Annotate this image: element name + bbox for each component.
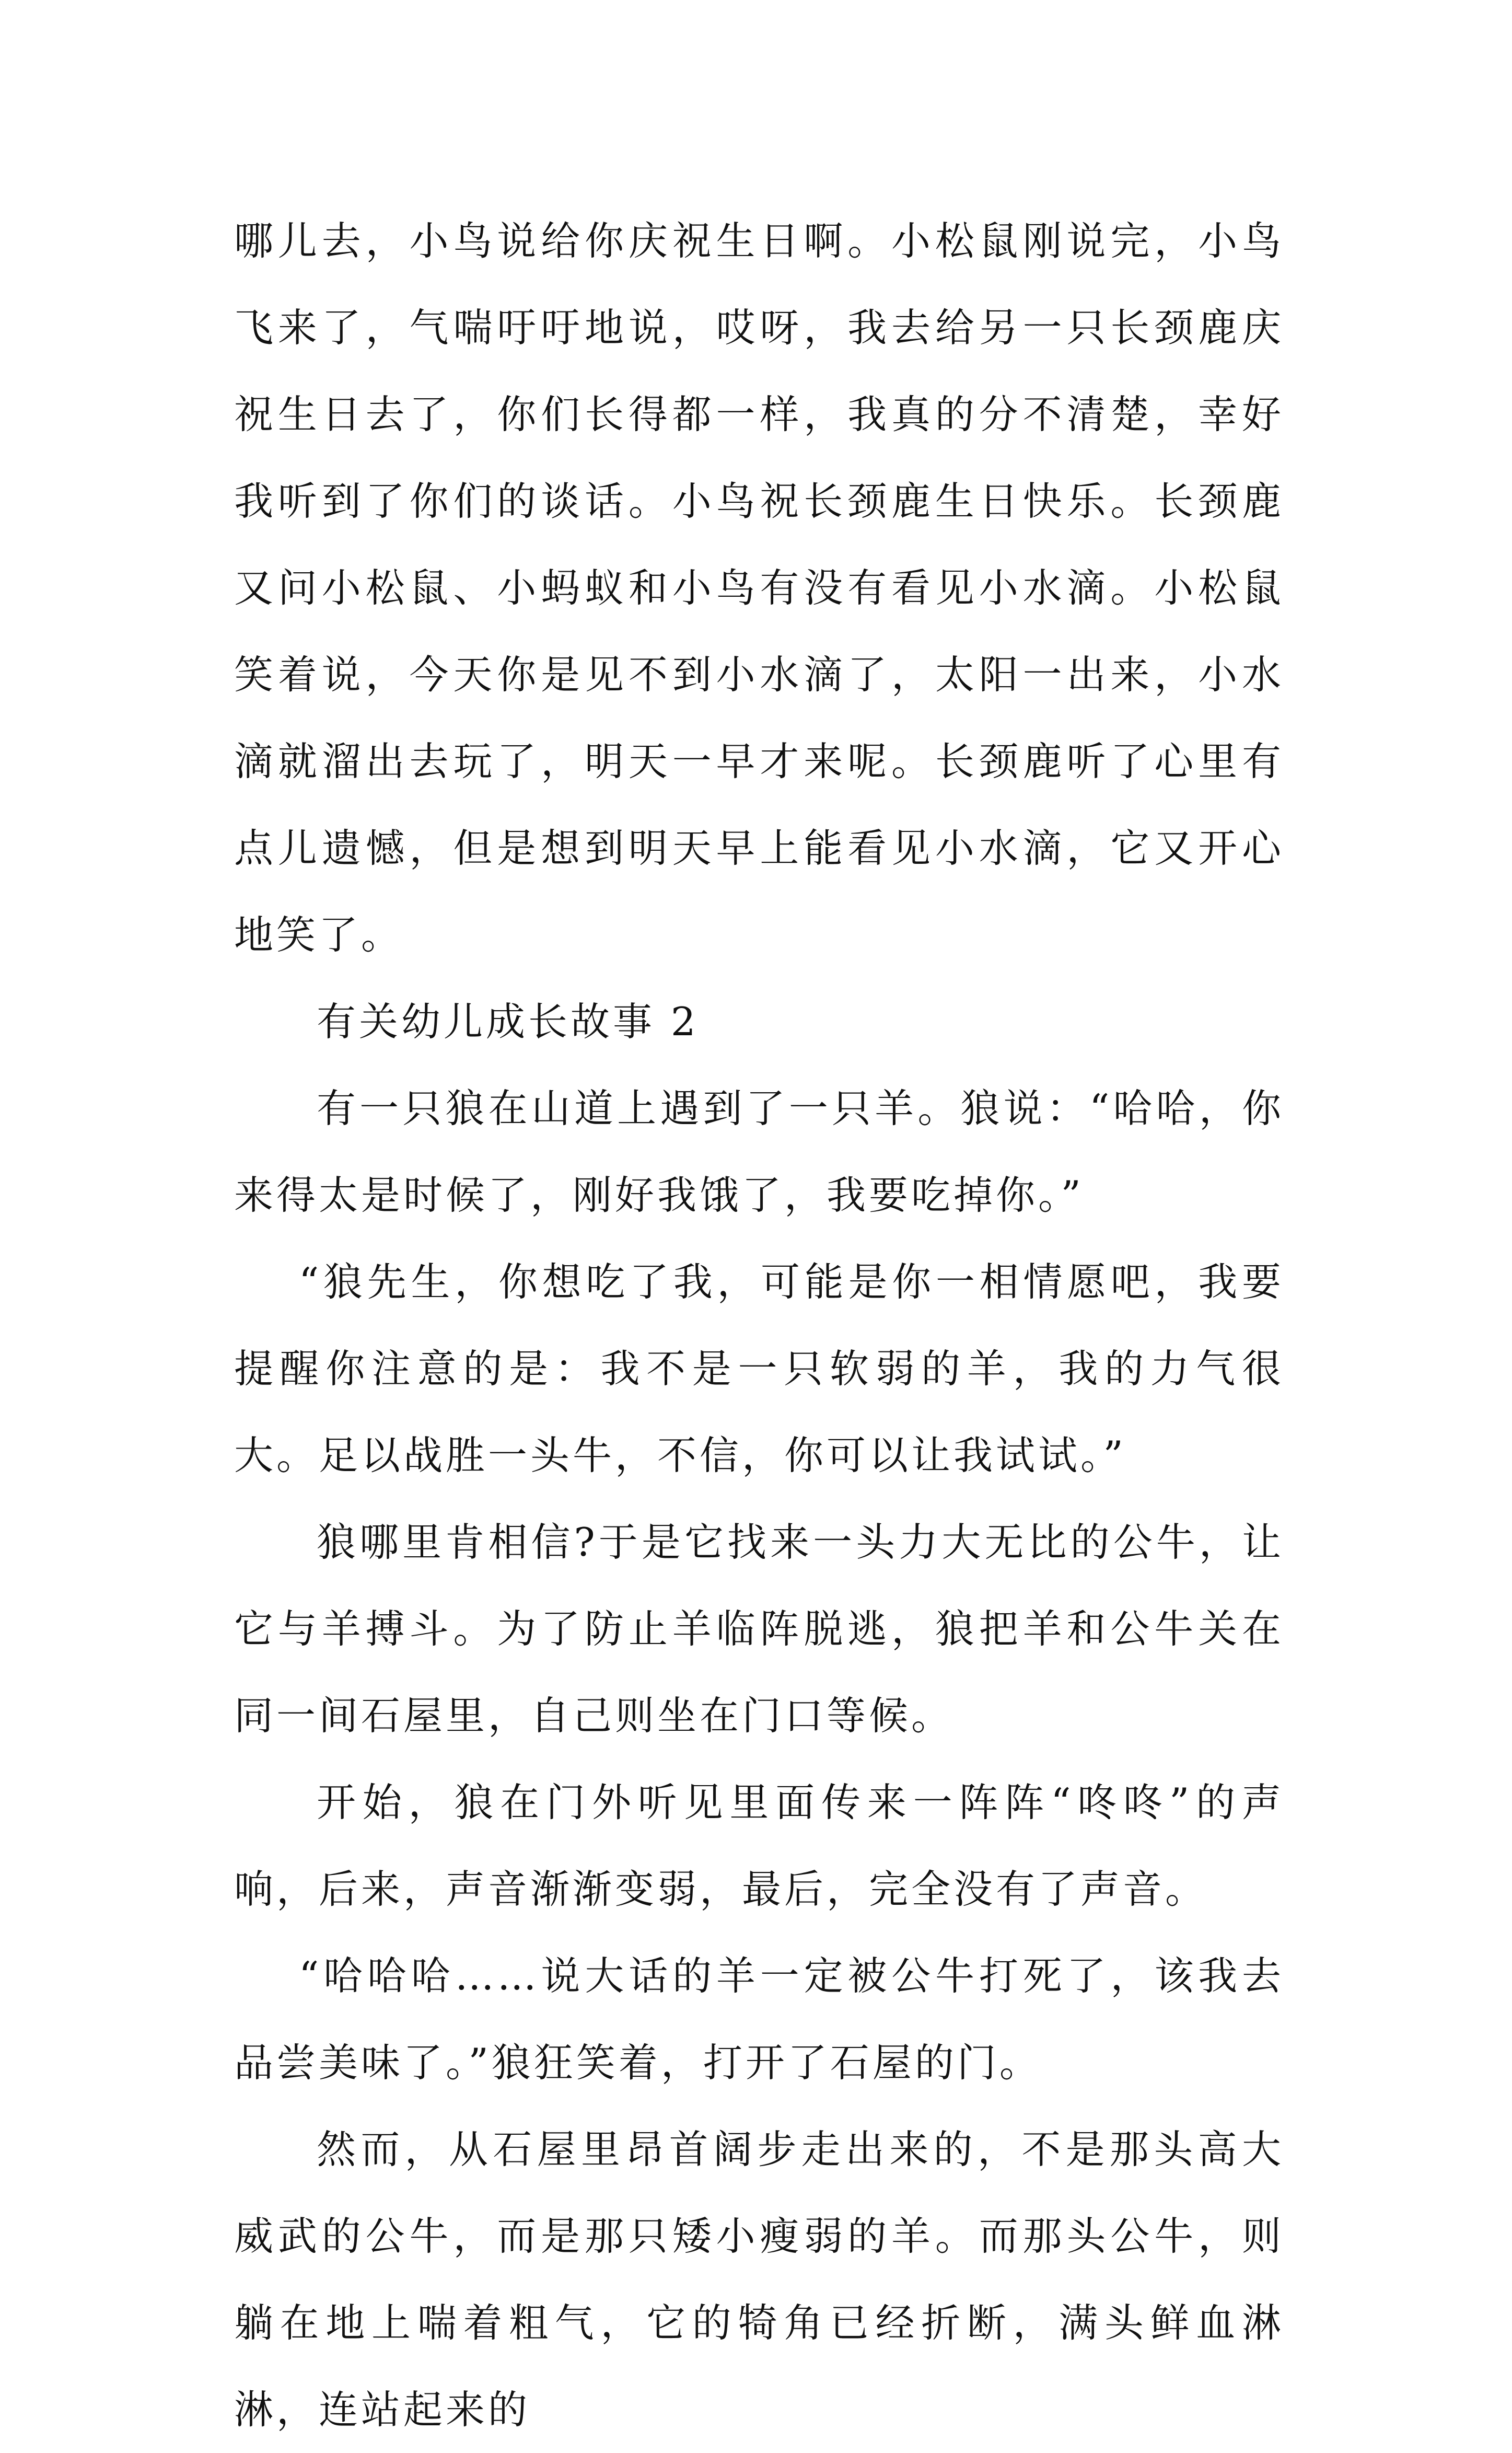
paragraph: 开始，狼在门外听见里面传来一阵阵“咚咚”的声响，后来，声音渐渐变弱，最后，完全没有了声音。: [234, 1779, 1284, 1912]
paragraph: 然而，从石屋里昂首阔步走出来的，不是那头高大威武的公牛，而是那只矮小瘦弱的羊。而那头公牛，则躺在地上喘着粗气，它的犄角已经折断，满头鲜血淋淋，连站起来的: [234, 2126, 1284, 2433]
body-text: [234, 198, 1284, 2453]
paragraph-continuation: 哪儿去，小鸟说给你庆祝生日啊。小松鼠刚说完，小鸟飞来了，气喘吁吁地说，哎呀，我去给另一只长颈鹿庆祝生日去了，你们长得都一样，我真的分不清楚，幸好我听到了你们的谈话。小鸟祝长颈鹿生日快乐。长颈鹿又问小松鼠、小蚂蚁和小鸟有没有看见小水滴。小松鼠笑着说，今天你是见不到小水滴了，太阳一出来，小水滴就溜出去玩了，明天一早才来呢。长颈鹿听了心里有点儿遗憾，但是想到明天早上能看见小水滴，它又开心地笑了。: [234, 218, 1284, 958]
paragraph: 有一只狼在山道上遇到了一只羊。狼说：“哈哈，你来得太是时候了，刚好我饿了，我要吃掉你。”: [234, 1085, 1284, 1218]
section-heading: 有关幼儿成长故事 2: [317, 999, 699, 1045]
paragraph: “狼先生，你想吃了我，可能是你一相情愿吧，我要提醒你注意的是：我不是一只软弱的羊，我的力气很大。足以战胜一头牛，不信，你可以让我试试。”: [234, 1259, 1284, 1478]
paragraph: 狼哪里肯相信?于是它找来一头力大无比的公牛，让它与羊搏斗。为了防止羊临阵脱逃，狼把羊和公牛关在同一间石屋里，自己则坐在门口等候。: [234, 1519, 1284, 1739]
paragraph: “哈哈哈……说大话的羊一定被公牛打死了，该我去品尝美味了。”狼狂笑着，打开了石屋的门。: [234, 1953, 1284, 2086]
